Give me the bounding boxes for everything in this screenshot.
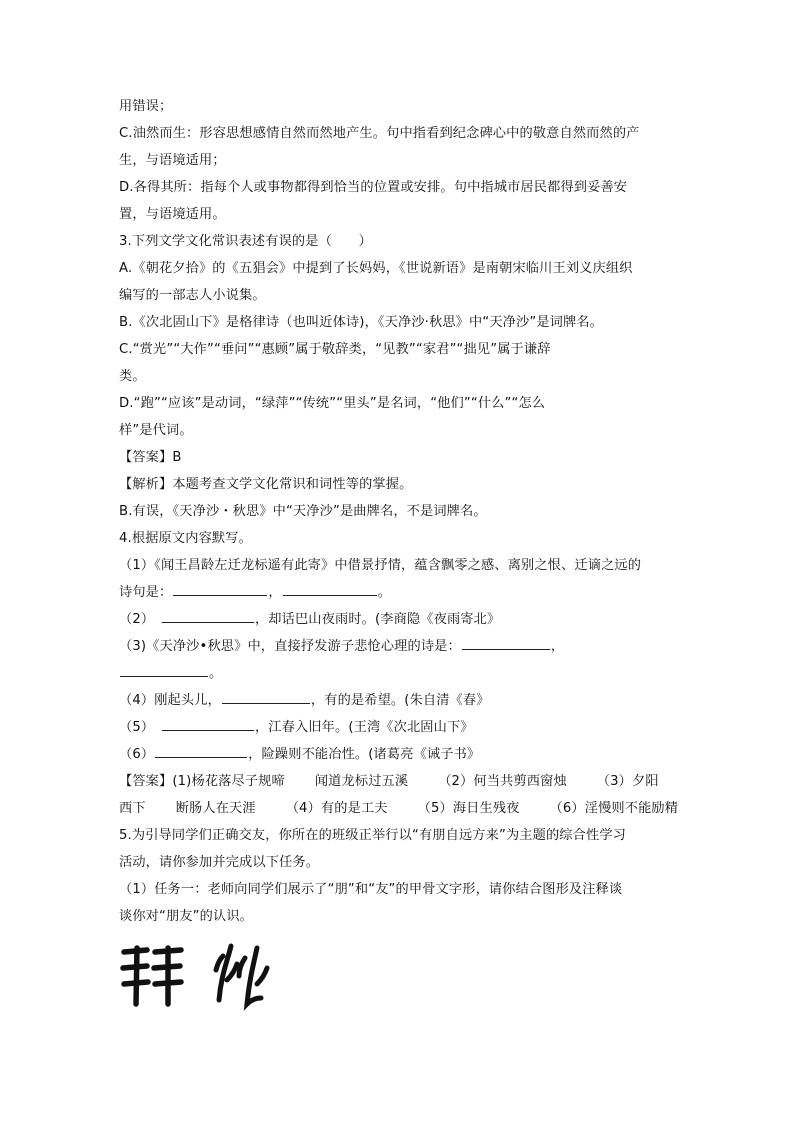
fill-item-6 [119, 741, 679, 768]
fill-text: ， [268, 585, 282, 600]
answer-blank[interactable] [222, 688, 310, 704]
fill-text: （4）刚起头儿， [119, 693, 221, 708]
option-b: B.《次北固山下》是格律诗（也叫近体诗)，《天净沙·秋思》中“天净沙”是词牌名。 [119, 315, 604, 330]
answer-blank[interactable] [162, 715, 254, 731]
option-c-line-2: 类。 [119, 369, 146, 384]
fill-text: 。 [209, 666, 223, 681]
option-a-line-1: A.《朝花夕拾》的《五猖会》中提到了长妈妈，《世说新语》是南朝宋临川王刘义庆组织 [119, 261, 633, 276]
answer-line: 【答案】B [119, 450, 182, 465]
text-line: 生，与语境适用； [119, 153, 226, 168]
answer-text: （3）夕阳 [596, 774, 659, 789]
answer-row-2 [119, 795, 679, 822]
answer-text: 【答案】(1)杨花落尽子规啼 [119, 774, 285, 789]
fill-item-1b [119, 579, 679, 606]
question-4-stem: 4.根据原文内容默写。 [119, 531, 252, 546]
answer-text: 断肠人在天涯 [175, 801, 256, 816]
answer-blank[interactable] [120, 661, 208, 677]
question-3-stem: 3.下列文学文化常识表述有误的是（ ） [119, 234, 372, 249]
fill-text: ，却话巴山夜雨时。(李商隐《夜雨寄北》 [254, 612, 501, 627]
fill-text: 。 [377, 585, 392, 600]
answer-blank[interactable] [162, 607, 254, 623]
fill-item-1a: （1）《闻王昌龄左迁龙标遥有此寄》中借景抒情，蕴含飘零之感、离别之恨、迁谪之远的 [119, 558, 642, 573]
answer-text: （5）海日生残夜 [417, 801, 520, 816]
answer-blank[interactable] [173, 580, 267, 596]
oracle-bone-peng-icon [123, 948, 181, 1004]
fill-text: （2） [119, 612, 161, 627]
analysis-line: 【解析】本题考查文学文化常识和词性等的掌握。 [119, 477, 413, 492]
text-line: D.各得其所：指每个人或事物都得到恰当的位置或安排。句中指城市居民都得到妥善安 [119, 180, 628, 195]
option-d-line-1: D.“跑”“应该”是动词，“绿萍”“传统”“里头”是名词，“他们”“什么”“怎么 [119, 396, 546, 411]
answer-blank[interactable] [155, 742, 247, 758]
fill-item-2 [119, 606, 679, 633]
fill-text: （3)《天净沙•秋思》中，直接抒发游子悲怆心理的诗是： [119, 639, 461, 654]
answer-text: （2）何当共剪西窗烛 [438, 774, 567, 789]
question-5-line-1: 5.为引导同学们正确交友，你所在的班级正举行以“有朋自远方来”为主题的综合性学习 [119, 828, 626, 843]
fill-text: ，江春入旧年。(王湾《次北固山下》 [254, 720, 474, 735]
fill-text: ，险躁则不能冶性。(诸葛亮《诫子书》 [248, 747, 481, 762]
fill-text: ， [550, 639, 565, 654]
fill-item-3a [119, 633, 679, 660]
analysis-detail: B.有误，《天净沙・秋思》中“天净沙”是曲牌名，不是词牌名。 [119, 504, 487, 519]
fill-text: （5） [119, 720, 161, 735]
task-1-line-2: 谈你对“朋友”的认识。 [119, 909, 254, 924]
answer-row-1 [119, 768, 679, 795]
text-line: 置，与语境适用。 [119, 207, 226, 222]
fill-text: ，有的是希望。(朱自清《春》 [310, 693, 490, 708]
option-d-line-2: 样”是代词。 [119, 423, 193, 438]
fill-item-3b [119, 660, 679, 687]
answer-text: 西下 [119, 801, 146, 816]
answer-text: （4）有的是工夫 [285, 801, 388, 816]
fill-item-4 [119, 687, 679, 714]
text-line: 用错误； [119, 99, 173, 114]
oracle-bone-glyphs-image [119, 940, 279, 1015]
fill-text: （6） [119, 747, 155, 762]
answer-text: （6）淫慢则不能励精 [549, 801, 679, 816]
answer-text: 闻道龙标过五溪 [314, 774, 409, 789]
oracle-bone-you-icon [216, 946, 267, 1004]
option-a-line-2: 编写的一部志人小说集。 [119, 288, 266, 303]
text-line: C.油然而生：形容思想感情自然而然地产生。句中指看到纪念碑心中的敬意自然而然的产 [119, 126, 640, 141]
option-c-line-1: C.“赏光”“大作”“垂问”“惠顾”属于敬辞类，“见教”“家君”“拙见”属于谦辞 [119, 342, 551, 357]
document-page [119, 93, 679, 930]
task-1-line-1: （1）任务一：老师向同学们展示了“朋”和“友”的甲骨文字形，请你结合图形及注释谈 [119, 882, 623, 897]
fill-item-5 [119, 714, 679, 741]
question-5-line-2: 活动，请你参加并完成以下任务。 [119, 855, 320, 870]
fill-text: 诗句是： [119, 585, 173, 600]
answer-blank[interactable] [283, 580, 377, 596]
answer-blank[interactable] [462, 634, 550, 650]
